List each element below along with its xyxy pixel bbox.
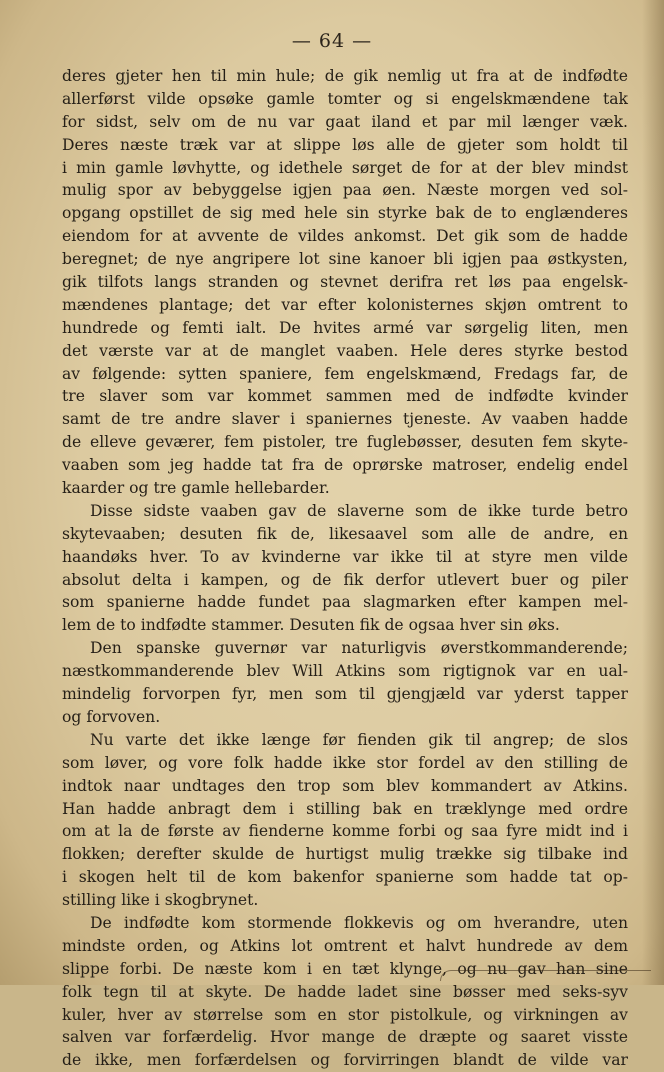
page-number: — 64 — (291, 30, 373, 52)
text-line: næstkommanderende blev Will Atkins som rigtignok var en ual- (62, 662, 628, 681)
text-line: om at la de første av fienderne komme forbi og saa fyre midt ind i (62, 822, 628, 841)
text-line: og forvoven. (62, 707, 161, 726)
text-line: Disse sidste vaaben gav de slaverne som de ikke turde betro (90, 501, 628, 520)
text-line: Han hadde anbragt dem i stilling bak en træklynge med ordre (62, 799, 628, 818)
text-line: mindste orden, og Atkins lot omtrent et halvt hundrede av dem (62, 936, 628, 955)
text-line: haandøks hver. To av kvinderne var ikke til at styre men vilde (62, 547, 628, 566)
text-line: folk tegn til at skyte. De hadde ladet sine bøsser med seks-syv (62, 982, 628, 1001)
text-line: av følgende: sytten spaniere, fem engelskmænd, Fredags far, de (62, 364, 628, 383)
text-line: indtok naar undtages den trop som blev kommandert av Atkins. (62, 776, 628, 795)
text-line: mændenes plantage; det var efter kolonisternes skjøn omtrent to (62, 295, 628, 314)
text-line: absolut delta i kampen, og de fik derfor utlevert buer og piler (62, 570, 628, 589)
text-line: Nu varte det ikke længe før fienden gik til angrep; de slos (90, 730, 628, 749)
text-line: lem de to indfødte stammer. Desuten fik de ogsaa hver sin øks. (62, 616, 560, 635)
text-line: allerførst vilde opsøke gamle tomter og si engelskmændene tak (62, 89, 628, 108)
text-line: som spanierne hadde fundet paa slagmarken efter kampen mel- (62, 593, 628, 612)
text-line: mulig spor av bebyggelse igjen paa øen. Næste morgen ved sol- (62, 181, 628, 200)
text-line: skytevaaben; desuten fik de, likesaavel som alle de andre, en (62, 524, 628, 543)
text-line: hundrede og femti ialt. De hvites armé var sørgelig liten, men (62, 318, 628, 337)
text-line: De indfødte kom stormende flokkevis og om hverandre, uten (90, 913, 628, 932)
text-line: kaarder og tre gamle hellebarder. (62, 479, 330, 498)
text-line: de ikke, men forfærdelsen og forvirringen blandt de vilde var (62, 1051, 628, 1070)
text-line: i skogen helt til de kom bakenfor spanierne som hadde tat op- (62, 868, 628, 887)
page-corner-mark (440, 970, 651, 981)
text-line: stilling like i skogbrynet. (62, 891, 259, 910)
text-line: Deres næste træk var at slippe løs alle de gjeter som holdt til (62, 135, 628, 154)
text-line: slippe forbi. De næste kom i en tæt klynge, og nu gav han sine (62, 959, 628, 978)
text-line: gik tilfots langs stranden og stevnet derifra ret løs paa engelsk- (62, 273, 628, 292)
text-line: for sidst, selv om de nu var gaat iland et par mil længer væk. (62, 112, 628, 131)
text-line: i min gamle løvhytte, og idethele sørget de for at der blev mindst (62, 158, 628, 177)
text-line: det værste var at de manglet vaaben. Hele deres styrke bestod (62, 341, 628, 360)
page-edge-shadow (642, 0, 664, 985)
text-line: som løver, og vore folk hadde ikke stor fordel av den stilling de (62, 753, 628, 772)
body-text (62, 65, 628, 1072)
text-line: de elleve geværer, fem pistoler, tre fuglebøsser, desuten fem skyte- (62, 433, 628, 452)
text-line: salven var forfærdelig. Hvor mange de dræpte og saaret visste (62, 1028, 628, 1047)
text-line: deres gjeter hen til min hule; de gik nemlig ut fra at de indfødte (62, 67, 628, 85)
text-line: mindelig forvorpen fyr, men som til gjengjæld var yderst tapper (62, 685, 628, 704)
text-line: beregnet; de nye angripere lot sine kanoer bli igjen paa østkysten, (62, 250, 628, 269)
text-line: eiendom for at avvente de vildes ankomst. Det gik som de hadde (62, 227, 628, 246)
text-line: opgang opstillet de sig med hele sin styrke bak de to englænderes (62, 204, 628, 223)
text-line: kuler, hver av størrelse som en stor pistolkule, og virkningen av (62, 1005, 628, 1024)
text-line: samt de tre andre slaver i spaniernes tjeneste. Av vaaben hadde (62, 410, 628, 429)
text-line: flokken; derefter skulde de hurtigst mulig trække sig tilbake ind (62, 845, 628, 864)
text-line: Den spanske guvernør var naturligvis øverstkommanderende; (90, 639, 628, 658)
text-line: tre slaver som var kommet sammen med de indfødte kvinder (62, 387, 628, 406)
text-line: vaaben som jeg hadde tat fra de oprørske matroser, endelig endel (62, 456, 628, 475)
